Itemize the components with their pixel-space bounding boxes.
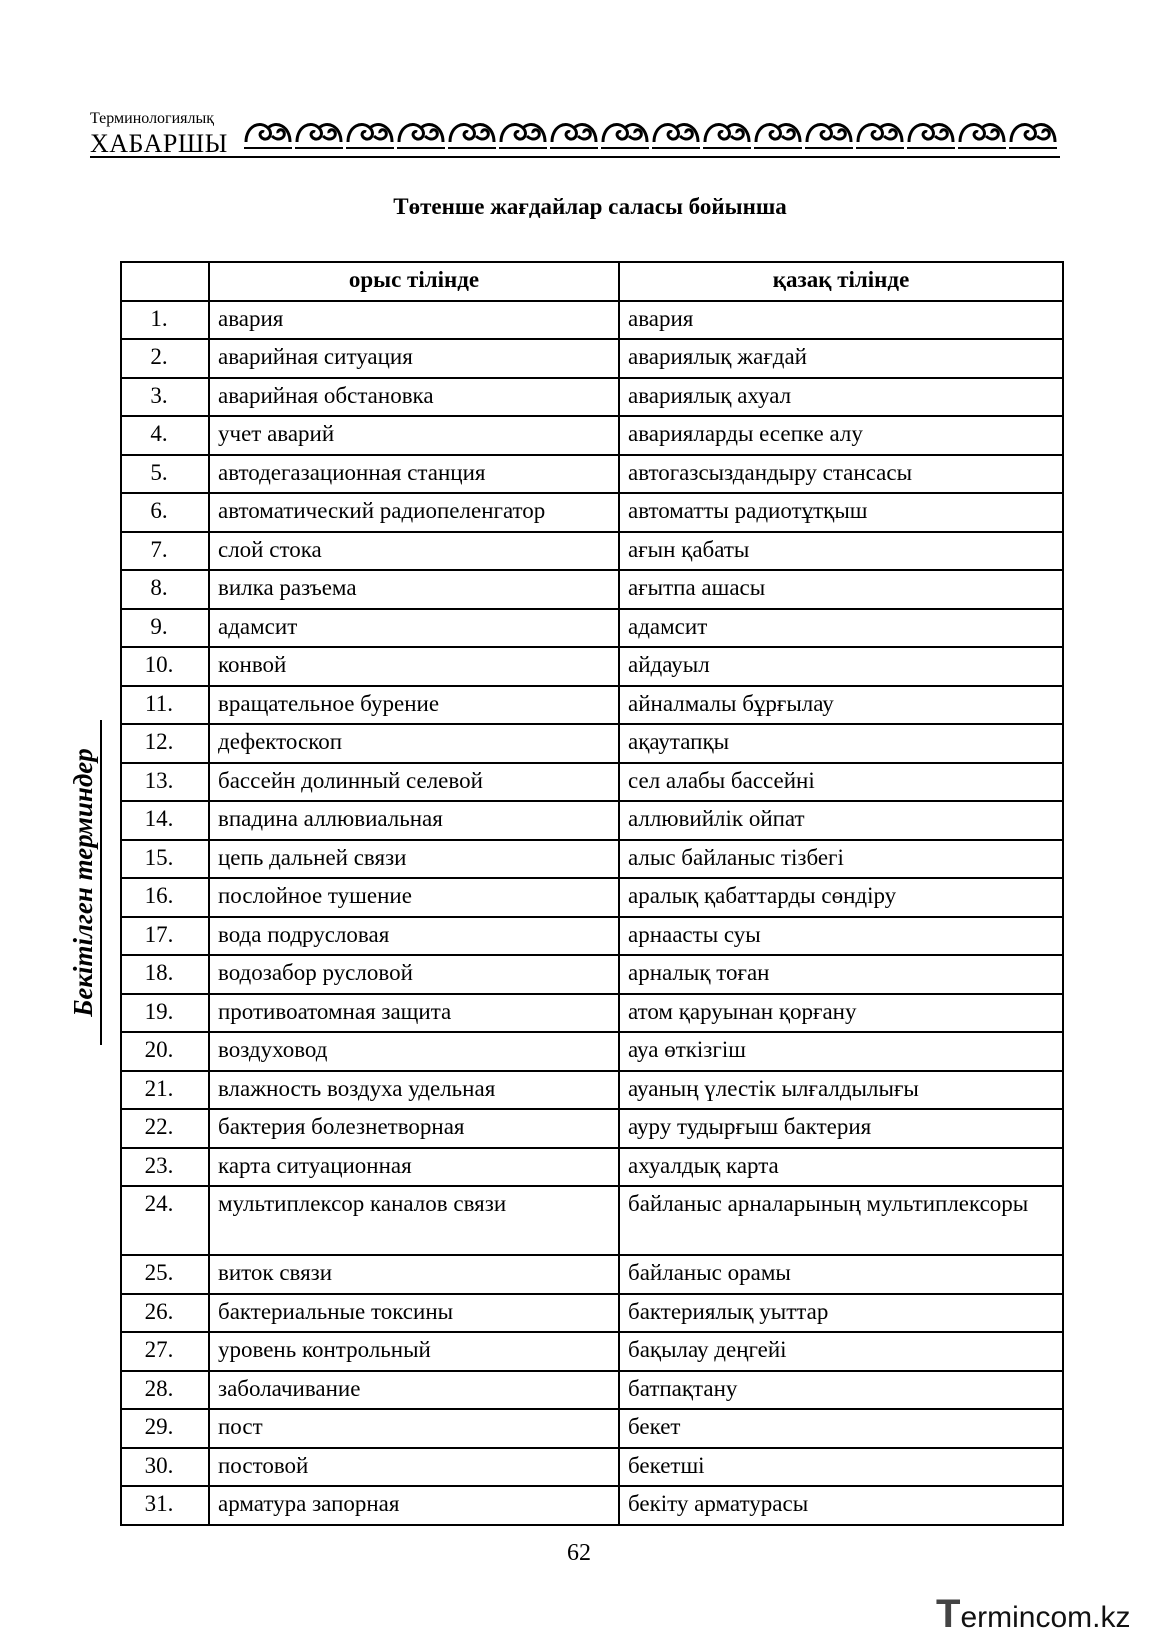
row-number: 26. [121, 1294, 209, 1333]
russian-term: автоматический радиопеленгатор [209, 493, 619, 532]
table-row [121, 1332, 1063, 1371]
side-label: Бекітілген терминдер [66, 720, 102, 1045]
kazakh-term: бекетші [619, 1448, 1063, 1487]
kazakh-term: айдауыл [619, 647, 1063, 686]
row-number: 3. [121, 378, 209, 417]
table-row [121, 878, 1063, 917]
row-number: 16. [121, 878, 209, 917]
russian-term: противоатомная защита [209, 994, 619, 1033]
kazakh-term: арнаасты суы [619, 917, 1063, 956]
kazakh-term: автоматты радиотұтқыш [619, 493, 1063, 532]
russian-term: слой стока [209, 532, 619, 571]
russian-term: конвой [209, 647, 619, 686]
table-row [121, 994, 1063, 1033]
table-row [121, 1255, 1063, 1294]
russian-term: вращательное бурение [209, 686, 619, 725]
table-row [121, 1109, 1063, 1148]
russian-term: виток связи [209, 1255, 619, 1294]
kazakh-term: арналық тоған [619, 955, 1063, 994]
page-title: Төтенше жағдайлар саласы бойынша [393, 194, 787, 219]
kazakh-term: аварияларды есепке алу [619, 416, 1063, 455]
row-number: 8. [121, 570, 209, 609]
watermark-logo-letter: T [936, 1592, 961, 1636]
table-row [121, 301, 1063, 340]
russian-term: мультиплексор каналов связи [209, 1186, 619, 1255]
row-number: 2. [121, 339, 209, 378]
table-row [121, 493, 1063, 532]
row-number: 31. [121, 1486, 209, 1525]
row-number: 17. [121, 917, 209, 956]
row-number: 14. [121, 801, 209, 840]
row-number: 7. [121, 532, 209, 571]
row-number: 20. [121, 1032, 209, 1071]
kazakh-term: бактериялық уыттар [619, 1294, 1063, 1333]
russian-term: бассейн долинный селевой [209, 763, 619, 802]
kazakh-term: ауа өткізгіш [619, 1032, 1063, 1071]
table-row [121, 801, 1063, 840]
kazakh-term: адамсит [619, 609, 1063, 648]
russian-term: вилка разъема [209, 570, 619, 609]
kazakh-term: ауаның үлестік ылғалдылығы [619, 1071, 1063, 1110]
russian-term: цепь дальней связи [209, 840, 619, 879]
terms-table [120, 261, 1064, 1526]
kazakh-term: бақылау деңгейі [619, 1332, 1063, 1371]
russian-term: уровень контрольный [209, 1332, 619, 1371]
russian-term: пост [209, 1409, 619, 1448]
russian-term: постовой [209, 1448, 619, 1487]
kazakh-term: алыс байланыс тізбегі [619, 840, 1063, 879]
kazakh-term: ағытпа ашасы [619, 570, 1063, 609]
row-number: 19. [121, 994, 209, 1033]
russian-term: арматура запорная [209, 1486, 619, 1525]
russian-term: автодегазационная станция [209, 455, 619, 494]
table-row [121, 917, 1063, 956]
table-row [121, 455, 1063, 494]
table-header-row [121, 262, 1063, 301]
row-number: 13. [121, 763, 209, 802]
russian-term: заболачивание [209, 1371, 619, 1410]
table-row [121, 1409, 1063, 1448]
row-number: 6. [121, 493, 209, 532]
table-row [121, 1294, 1063, 1333]
kazakh-term: байланыс орамы [619, 1255, 1063, 1294]
row-number: 18. [121, 955, 209, 994]
russian-term: бактериальные токсины [209, 1294, 619, 1333]
kazakh-term: ақаутапқы [619, 724, 1063, 763]
kazakh-term: аллювийлік ойпат [619, 801, 1063, 840]
kazakh-term: бекіту арматурасы [619, 1486, 1063, 1525]
russian-term: послойное тушение [209, 878, 619, 917]
kazakh-term: байланыс арналарының мультиплексоры [619, 1186, 1063, 1255]
table-row [121, 1032, 1063, 1071]
kazakh-term: ағын қабаты [619, 532, 1063, 571]
table-row [121, 1071, 1063, 1110]
row-number: 9. [121, 609, 209, 648]
running-header [90, 108, 1060, 160]
kazakh-term: авариялық ахуал [619, 378, 1063, 417]
kazakh-term: ауру тудырғыш бактерия [619, 1109, 1063, 1148]
row-number: 4. [121, 416, 209, 455]
table-row [121, 763, 1063, 802]
watermark-logo [936, 1592, 1131, 1636]
kazakh-term: сел алабы бассейні [619, 763, 1063, 802]
header-big-title: ХАБАРШЫ [90, 129, 228, 158]
row-number: 27. [121, 1332, 209, 1371]
kazakh-term: авариялық жағдай [619, 339, 1063, 378]
kazakh-term: батпақтану [619, 1371, 1063, 1410]
kazakh-term: автогазсыздандыру стансасы [619, 455, 1063, 494]
row-number: 30. [121, 1448, 209, 1487]
russian-term: карта ситуационная [209, 1148, 619, 1187]
row-number: 25. [121, 1255, 209, 1294]
table-row [121, 378, 1063, 417]
kazakh-term: ахуалдық карта [619, 1148, 1063, 1187]
row-number: 1. [121, 301, 209, 340]
table-row [121, 955, 1063, 994]
row-number: 11. [121, 686, 209, 725]
ornament-border-icon [242, 112, 1060, 154]
kazakh-term: бекет [619, 1409, 1063, 1448]
row-number: 24. [121, 1186, 209, 1255]
russian-term: водозабор русловой [209, 955, 619, 994]
table-row [121, 570, 1063, 609]
table-row [121, 686, 1063, 725]
row-number: 22. [121, 1109, 209, 1148]
table-row [121, 840, 1063, 879]
row-number: 10. [121, 647, 209, 686]
russian-term: аварийная ситуация [209, 339, 619, 378]
row-number: 23. [121, 1148, 209, 1187]
row-number: 12. [121, 724, 209, 763]
russian-term: адамсит [209, 609, 619, 648]
column-header-kazakh: қазақ тілінде [619, 262, 1063, 301]
kazakh-term: атом қаруынан қорғану [619, 994, 1063, 1033]
column-header-russian: орыс тілінде [209, 262, 619, 301]
row-number: 29. [121, 1409, 209, 1448]
russian-term: учет аварий [209, 416, 619, 455]
watermark-text: ermincom.kz [960, 1601, 1131, 1634]
table-row [121, 1148, 1063, 1187]
table-row [121, 1448, 1063, 1487]
table-row [121, 1186, 1063, 1255]
terms-table-body [121, 301, 1063, 1525]
row-number: 5. [121, 455, 209, 494]
column-header-number [121, 262, 209, 301]
russian-term: авария [209, 301, 619, 340]
kazakh-term: айналмалы бұрғылау [619, 686, 1063, 725]
header-rule [90, 156, 1060, 158]
row-number: 15. [121, 840, 209, 879]
table-row [121, 1486, 1063, 1525]
table-row [121, 647, 1063, 686]
table-row [121, 1371, 1063, 1410]
table-row [121, 609, 1063, 648]
page-number: 62 [567, 1540, 591, 1566]
row-number: 28. [121, 1371, 209, 1410]
russian-term: аварийная обстановка [209, 378, 619, 417]
kazakh-term: аралық қабаттарды сөндіру [619, 878, 1063, 917]
row-number: 21. [121, 1071, 209, 1110]
russian-term: дефектоскоп [209, 724, 619, 763]
russian-term: вода подрусловая [209, 917, 619, 956]
russian-term: впадина аллювиальная [209, 801, 619, 840]
table-row [121, 532, 1063, 571]
russian-term: воздуховод [209, 1032, 619, 1071]
table-row [121, 339, 1063, 378]
russian-term: влажность воздуха удельная [209, 1071, 619, 1110]
header-small-title: Терминологиялық [90, 110, 215, 127]
table-row [121, 724, 1063, 763]
russian-term: бактерия болезнетворная [209, 1109, 619, 1148]
table-row [121, 416, 1063, 455]
kazakh-term: авария [619, 301, 1063, 340]
